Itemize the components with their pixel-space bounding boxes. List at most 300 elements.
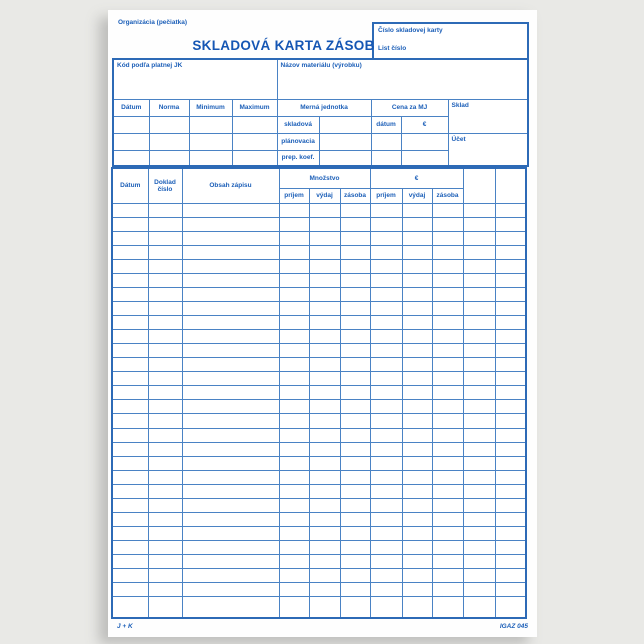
ledger-empty-cell [402,203,432,217]
ledger-empty-cell [148,273,182,287]
ledger-empty-cell [309,541,340,555]
ledger-empty-cell [402,498,432,512]
ledger-empty-cell [370,217,402,231]
ledger-empty-cell [279,541,309,555]
ledger-empty-cell [112,541,148,555]
ledger-empty-cell [402,555,432,569]
ledger-extra-col-1-header [463,168,495,203]
ledger-empty-cell [112,245,148,259]
ledger-empty-cell [309,372,340,386]
ledger-empty-cell [432,330,463,344]
ledger-empty-cell [309,569,340,583]
account-cell: Účet [448,133,528,166]
ledger-empty-cell [370,231,402,245]
ledger-empty-cell [495,245,526,259]
ledger-empty-cell [463,400,495,414]
ledger-empty-cell [309,484,340,498]
ledger-empty-cell [370,301,402,315]
ledger-empty-cell [309,330,340,344]
ledger-empty-cell [112,301,148,315]
ledger-empty-cell [112,386,148,400]
ledger-empty-cell [148,569,182,583]
ledger-empty-cell [182,526,279,540]
ledger-empty-cell [279,217,309,231]
ledger-empty-row [112,245,526,259]
empty-cell [232,116,277,133]
empty-cell [113,116,149,133]
ledger-empty-cell [402,372,432,386]
ledger-empty-cell [148,583,182,597]
ledger-empty-cell [182,583,279,597]
ledger-empty-cell [432,203,463,217]
ledger-empty-cell [182,512,279,526]
ledger-empty-cell [279,301,309,315]
ledger-empty-cell [112,583,148,597]
ledger-empty-cell [495,414,526,428]
ledger-empty-cell [432,414,463,428]
empty-cell [401,133,448,150]
price-sub-eur: € [401,116,448,133]
ledger-empty-cell [370,456,402,470]
ledger-empty-cell [148,484,182,498]
ledger-empty-row [112,287,526,301]
ledger-empty-cell [182,386,279,400]
ledger-empty-cell [279,400,309,414]
ledger-empty-row [112,555,526,569]
ledger-empty-cell [340,316,370,330]
ledger-extra-col-2-header [495,168,526,203]
ledger-empty-cell [370,245,402,259]
ledger-empty-row [112,470,526,484]
ledger-empty-cell [182,287,279,301]
ledger-empty-row [112,484,526,498]
ledger-empty-cell [495,231,526,245]
ledger-empty-cell [463,316,495,330]
ledger-empty-row [112,358,526,372]
ledger-empty-cell [463,273,495,287]
unit-label-skladova: skladová [277,116,319,133]
ledger-empty-cell [279,512,309,526]
ledger-empty-cell [112,569,148,583]
ledger-empty-row [112,259,526,273]
ledger-empty-cell [402,316,432,330]
ledger-empty-cell [402,470,432,484]
ledger-empty-cell [495,583,526,597]
ledger-empty-cell [370,597,402,618]
ledger-empty-cell [495,498,526,512]
ledger-empty-row [112,498,526,512]
empty-cell [113,150,149,166]
ledger-entry-header: Obsah zápisu [182,168,279,203]
ledger-empty-cell [370,442,402,456]
ledger-empty-cell [463,541,495,555]
ledger-empty-cell [370,484,402,498]
ledger-empty-cell [309,470,340,484]
ledger-empty-cell [279,583,309,597]
ledger-empty-cell [340,330,370,344]
ledger-empty-cell [182,442,279,456]
ledger-empty-cell [112,259,148,273]
ledger-empty-cell [148,344,182,358]
ledger-empty-cell [112,358,148,372]
ledger-empty-cell [309,203,340,217]
ledger-empty-cell [432,287,463,301]
ledger-empty-cell [309,273,340,287]
ledger-empty-cell [495,456,526,470]
ledger-empty-cell [432,498,463,512]
ledger-empty-cell [432,541,463,555]
ledger-empty-cell [279,456,309,470]
empty-cell [149,133,189,150]
ledger-empty-cell [309,512,340,526]
ledger-empty-cell [495,470,526,484]
ledger-empty-cell [402,273,432,287]
ledger-empty-cell [370,203,402,217]
ledger-empty-cell [495,428,526,442]
params-date-header: Dátum [113,99,149,116]
sheet-number-label: List číslo [378,45,407,52]
ledger-empty-cell [112,555,148,569]
ledger-empty-cell [340,203,370,217]
ledger-empty-cell [432,569,463,583]
unit-row-planovacia [113,133,528,150]
ledger-empty-cell [370,569,402,583]
ledger-empty-cell [309,301,340,315]
ledger-empty-cell [182,245,279,259]
empty-cell [371,133,401,150]
ledger-empty-cell [309,231,340,245]
ledger-empty-cell [402,217,432,231]
empty-cell [189,116,232,133]
ledger-empty-row [112,217,526,231]
ledger-empty-cell [279,330,309,344]
ledger-empty-cell [340,442,370,456]
ledger-empty-cell [148,301,182,315]
ledger-empty-cell [402,583,432,597]
ledger-empty-cell [432,245,463,259]
ledger-empty-cell [148,597,182,618]
ledger-empty-cell [279,231,309,245]
ledger-empty-cell [182,428,279,442]
ledger-empty-cell [148,386,182,400]
form-title: SKLADOVÁ KARTA ZÁSOB [192,38,375,53]
empty-cell [319,133,371,150]
ledger-empty-cell [309,217,340,231]
ledger-empty-cell [432,217,463,231]
ledger-empty-cell [402,245,432,259]
ledger-empty-cell [340,484,370,498]
empty-cell [319,116,371,133]
ledger-empty-cell [340,555,370,569]
ledger-empty-cell [432,231,463,245]
ledger-empty-cell [309,456,340,470]
ledger-empty-cell [402,456,432,470]
material-params-table [112,58,529,167]
ledger-empty-cell [279,428,309,442]
ledger-empty-cell [463,330,495,344]
warehouse-cell: Sklad [448,99,528,133]
ledger-empty-cell [182,414,279,428]
ledger-empty-row [112,344,526,358]
empty-cell [113,133,149,150]
ledger-empty-cell [370,470,402,484]
ledger-empty-cell [463,217,495,231]
ledger-empty-cell [112,330,148,344]
ledger-empty-cell [309,498,340,512]
ledger-empty-cell [463,231,495,245]
ledger-empty-cell [463,414,495,428]
ledger-empty-cell [112,456,148,470]
ledger-empty-cell [148,512,182,526]
ledger-empty-cell [463,301,495,315]
ledger-empty-cell [402,597,432,618]
ledger-table [111,167,527,619]
organization-stamp-label: Organizácia (pečiatka) [118,19,187,26]
ledger-empty-cell [279,245,309,259]
ledger-empty-cell [402,287,432,301]
ledger-empty-cell [432,484,463,498]
ledger-empty-cell [279,358,309,372]
ledger-empty-cell [279,344,309,358]
ledger-empty-row [112,456,526,470]
ledger-empty-cell [148,203,182,217]
ledger-empty-cell [340,414,370,428]
unit-label-prepkoef: prep. koef. [277,150,319,166]
ledger-empty-row [112,386,526,400]
empty-cell [189,150,232,166]
ledger-date-header: Dátum [112,168,148,203]
ledger-empty-cell [309,259,340,273]
ledger-empty-cell [279,442,309,456]
ledger-empty-cell [182,569,279,583]
ledger-empty-cell [402,442,432,456]
ledger-empty-cell [309,583,340,597]
ledger-empty-cell [148,287,182,301]
ledger-empty-cell [148,330,182,344]
ledger-empty-row [112,301,526,315]
ledger-empty-cell [432,273,463,287]
ledger-empty-cell [148,259,182,273]
ledger-empty-cell [340,569,370,583]
ledger-empty-cell [432,386,463,400]
ledger-empty-cell [463,484,495,498]
ledger-empty-cell [495,484,526,498]
ledger-empty-cell [340,583,370,597]
ledger-empty-cell [463,498,495,512]
ledger-empty-cell [182,555,279,569]
params-norm-header: Norma [149,99,189,116]
ledger-empty-cell [279,273,309,287]
ledger-empty-cell [340,498,370,512]
ledger-empty-cell [148,456,182,470]
ledger-empty-cell [309,287,340,301]
ledger-empty-cell [112,400,148,414]
ledger-empty-cell [112,217,148,231]
ledger-empty-cell [370,498,402,512]
ledger-empty-cell [463,245,495,259]
ledger-empty-cell [402,358,432,372]
ledger-empty-cell [340,259,370,273]
ledger-empty-cell [370,372,402,386]
params-header-row [113,99,528,116]
ledger-empty-cell [182,597,279,618]
ledger-empty-cell [279,597,309,618]
ledger-empty-cell [495,555,526,569]
ledger-empty-cell [148,442,182,456]
ledger-empty-cell [112,512,148,526]
ledger-empty-cell [370,358,402,372]
ledger-empty-cell [463,442,495,456]
params-minimum-header: Minimum [189,99,232,116]
ledger-empty-cell [340,372,370,386]
ledger-empty-cell [432,470,463,484]
ledger-empty-cell [370,316,402,330]
ledger-empty-row [112,231,526,245]
ledger-empty-cell [279,287,309,301]
ledger-empty-cell [432,316,463,330]
card-number-label: Číslo skladovej karty [378,27,443,34]
ledger-empty-cell [112,344,148,358]
ledger-empty-row [112,372,526,386]
ledger-empty-row [112,330,526,344]
ledger-empty-cell [148,555,182,569]
ledger-empty-cell [182,330,279,344]
ledger-empty-cell [402,484,432,498]
ledger-empty-cell [340,273,370,287]
ledger-empty-cell [495,386,526,400]
price-sub-date: dátum [371,116,401,133]
ledger-empty-cell [340,428,370,442]
ledger-empty-cell [340,287,370,301]
ledger-empty-cell [340,512,370,526]
ledger-empty-cell [370,344,402,358]
ledger-docno-header: Doklad číslo [148,168,182,203]
ledger-empty-cell [112,273,148,287]
ledger-empty-cell [112,414,148,428]
ledger-empty-cell [340,597,370,618]
ledger-empty-cell [309,245,340,259]
ledger-empty-cell [370,287,402,301]
empty-cell [401,150,448,166]
ledger-empty-cell [495,287,526,301]
ledger-empty-cell [340,245,370,259]
ledger-empty-cell [432,358,463,372]
ledger-empty-cell [495,526,526,540]
card-number-box [372,22,529,61]
ledger-empty-cell [112,597,148,618]
ledger-empty-cell [112,442,148,456]
form-code: IGAZ 045 [499,623,528,630]
ledger-empty-cell [370,583,402,597]
ledger-empty-cell [112,526,148,540]
ledger-empty-cell [495,316,526,330]
ledger-empty-cell [340,231,370,245]
ledger-empty-cell [182,372,279,386]
ledger-empty-cell [495,597,526,618]
ledger-empty-cell [495,301,526,315]
ledger-empty-cell [370,526,402,540]
ledger-empty-cell [402,330,432,344]
ledger-empty-cell [340,541,370,555]
ledger-empty-row [112,414,526,428]
ledger-empty-cell [340,526,370,540]
ledger-empty-cell [148,245,182,259]
ledger-empty-cell [309,386,340,400]
ledger-empty-cell [432,442,463,456]
ledger-empty-cell [432,456,463,470]
ledger-empty-cell [182,231,279,245]
ledger-empty-cell [148,400,182,414]
ledger-empty-cell [463,428,495,442]
ledger-empty-cell [402,386,432,400]
ledger-empty-cell [495,273,526,287]
ledger-empty-row [112,583,526,597]
ledger-empty-cell [495,372,526,386]
ledger-empty-cell [402,428,432,442]
ledger-empty-cell [309,358,340,372]
ledger-empty-cell [148,526,182,540]
ledger-empty-row [112,569,526,583]
ledger-empty-cell [463,569,495,583]
ledger-empty-cell [432,555,463,569]
ledger-empty-cell [370,259,402,273]
ledger-empty-cell [370,400,402,414]
ledger-empty-cell [148,316,182,330]
ledger-empty-cell [463,386,495,400]
ledger-empty-row [112,273,526,287]
stock-card-form [108,10,537,637]
ledger-empty-cell [279,259,309,273]
ledger-empty-cell [463,259,495,273]
ledger-empty-cell [148,358,182,372]
ledger-empty-cell [432,597,463,618]
ledger-empty-cell [279,386,309,400]
ledger-empty-cell [309,442,340,456]
qty-out-header: výdaj [309,188,340,203]
ledger-empty-cell [432,344,463,358]
eur-stock-header: zásoba [432,188,463,203]
ledger-empty-cell [182,203,279,217]
ledger-header-row [112,168,526,188]
ledger-empty-cell [370,414,402,428]
ledger-empty-cell [112,287,148,301]
ledger-empty-cell [402,541,432,555]
ledger-empty-cell [182,301,279,315]
ledger-empty-cell [402,344,432,358]
ledger-empty-cell [182,400,279,414]
ledger-empty-cell [148,470,182,484]
ledger-empty-cell [309,316,340,330]
ledger-empty-cell [495,259,526,273]
ledger-empty-row [112,597,526,618]
ledger-empty-cell [279,372,309,386]
ledger-empty-cell [432,526,463,540]
ledger-empty-cell [182,470,279,484]
ledger-empty-cell [279,569,309,583]
ledger-empty-cell [279,414,309,428]
ledger-empty-cell [309,597,340,618]
ledger-empty-cell [370,428,402,442]
empty-cell [232,150,277,166]
ledger-empty-cell [309,414,340,428]
ledger-empty-cell [309,400,340,414]
ledger-quantity-group-header: Množstvo [279,168,370,188]
ledger-empty-cell [402,301,432,315]
ledger-empty-cell [463,372,495,386]
ledger-empty-cell [463,287,495,301]
ledger-empty-cell [370,512,402,526]
ledger-empty-cell [370,555,402,569]
